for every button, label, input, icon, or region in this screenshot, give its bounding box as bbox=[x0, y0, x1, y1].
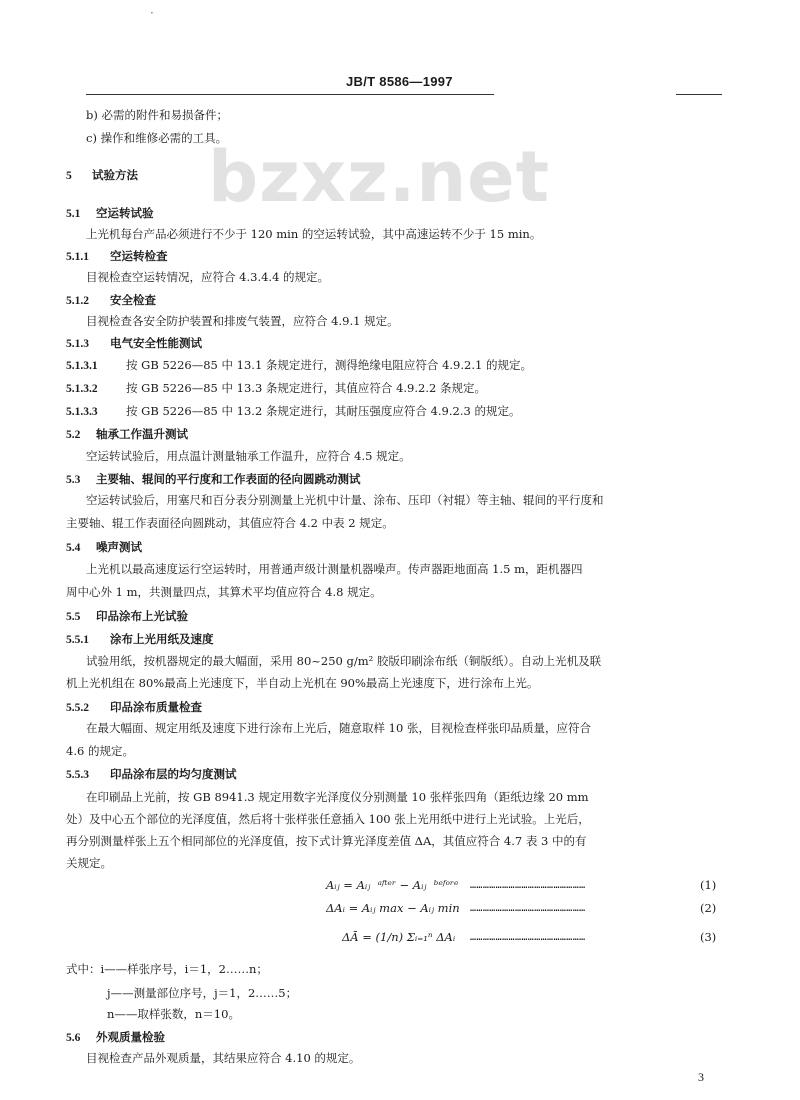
paragraph: 空运转试验后，用点温计测量轴承工作温升，应符合 4.5 规定。 bbox=[86, 449, 411, 463]
equation-leader: ……………………………………………… bbox=[470, 932, 586, 943]
section-heading: 5.3 主要轴、辊间的平行度和工作表面的径向圆跳动测试 bbox=[66, 472, 361, 486]
equation-leader: ……………………………………………… bbox=[470, 880, 586, 891]
section-heading: 5 试验方法 bbox=[66, 168, 138, 182]
paragraph: 上光机以最高速度运行空运转时，用普通声级计测量机器噪声。传声器距地面高 1.5 m，距机器四 bbox=[86, 562, 583, 576]
equation-3: ΔĀ = (1/n) Σᵢ₌₁ⁿ ΔAᵢ bbox=[342, 930, 456, 944]
variable-definition: j——测量部位序号，j＝1，2……5； bbox=[107, 986, 298, 1000]
section-heading: 5.1.3 电气安全性能测试 bbox=[66, 336, 202, 350]
section-heading: 5.5.2 印品涂布质量检查 bbox=[66, 700, 202, 714]
watermark: bzxz.net bbox=[208, 136, 551, 218]
clause: 5.1.3.1 按 GB 5226—85 中 13.1 条规定进行，测得绝缘电阻应符合 4.9.2.1 的规定。 bbox=[66, 358, 532, 372]
page-number: 3 bbox=[698, 1070, 704, 1084]
paragraph: 关规定。 bbox=[66, 856, 112, 870]
equation-number: (1) bbox=[700, 878, 717, 892]
paragraph: 试验用纸，按机器规定的最大幅面，采用 80~250 g/m² 胶版印刷涂布纸（铜版纸）。自动上光机及联 bbox=[86, 654, 602, 668]
paragraph: 目视检查产品外观质量，其结果应符合 4.10 的规定。 bbox=[86, 1051, 361, 1065]
equation-1: Aᵢⱼ = Aᵢⱼ ᵃᶠᵗᵉʳ − Aᵢⱼ ᵇᵉᶠᵒʳᵉ bbox=[326, 878, 459, 892]
equation-number: (2) bbox=[700, 901, 717, 915]
paragraph: 处）及中心五个部位的光泽度值，然后将十张样张任意插入 100 张上光用纸中进行上光试验。上光后， bbox=[66, 812, 590, 826]
paragraph: 在印刷品上光前，按 GB 8941.3 规定用数字光泽度仪分别测量 10 张样张四角（距纸边缘 20 mm bbox=[86, 790, 589, 804]
paragraph: 周中心外 1 m，共测量四点，其算术平均值应符合 4.8 规定。 bbox=[66, 585, 382, 599]
equation-2: ΔAᵢ = Aᵢⱼ max − Aᵢⱼ min bbox=[326, 901, 460, 915]
paragraph: 机上光机组在 80%最高上光速度下，半自动上光机在 90%最高上光速度下，进行涂布上光。 bbox=[66, 676, 539, 690]
paragraph: 主要轴、辊工作表面径向圆跳动，其值应符合 4.2 中表 2 规定。 bbox=[66, 516, 394, 530]
paragraph: 目视检查空运转情况，应符合 4.3.4.4 的规定。 bbox=[86, 270, 330, 284]
scan-speck: · bbox=[150, 6, 154, 20]
section-heading: 5.5 印品涂布上光试验 bbox=[66, 609, 188, 623]
section-heading: 5.2 轴承工作温升测试 bbox=[66, 427, 188, 441]
paragraph: 再分别测量样张上五个相同部位的光泽度值，按下式计算光泽度差值 ΔA，其值应符合 4.7 表 3 中的有 bbox=[66, 834, 587, 848]
section-heading: 5.4 噪声测试 bbox=[66, 540, 142, 554]
section-heading: 5.1.1 空运转检查 bbox=[66, 249, 168, 263]
standard-code: JB/T 8586—1997 bbox=[346, 74, 453, 89]
section-heading: 5.5.3 印品涂布层的均匀度测试 bbox=[66, 767, 237, 781]
header-rule bbox=[86, 94, 494, 95]
paragraph: 4.6 的规定。 bbox=[66, 744, 134, 758]
equation-number: (3) bbox=[700, 930, 717, 944]
clause: 5.1.3.2 按 GB 5226—85 中 13.3 条规定进行，其值应符合 4.9.2.2 条规定。 bbox=[66, 381, 486, 395]
paragraph: 目视检查各安全防护装置和排废气装置，应符合 4.9.1 规定。 bbox=[86, 314, 399, 328]
variable-definition: 式中：i——样张序号，i＝1，2……n； bbox=[66, 962, 268, 976]
variable-definition: n——取样张数，n＝10。 bbox=[107, 1007, 240, 1021]
section-heading: 5.6 外观质量检验 bbox=[66, 1030, 165, 1044]
clause: 5.1.3.3 按 GB 5226—85 中 13.2 条规定进行，其耐压强度应符合 4.9.2.3 的规定。 bbox=[66, 404, 521, 418]
section-heading: 5.1.2 安全检查 bbox=[66, 293, 156, 307]
paragraph: 空运转试验后，用塞尺和百分表分别测量上光机中计量、涂布、压印（衬辊）等主轴、辊间的平行度和 bbox=[86, 493, 604, 507]
paragraph: 在最大幅面、规定用纸及速度下进行涂布上光后，随意取样 10 张，目视检查样张印品质量，应符合 bbox=[86, 721, 591, 735]
list-item: c) 操作和维修必需的工具。 bbox=[86, 131, 228, 145]
section-heading: 5.5.1 涂布上光用纸及速度 bbox=[66, 632, 214, 646]
list-item: b) 必需的附件和易损备件； bbox=[86, 108, 229, 122]
paragraph: 上光机每台产品必须进行不少于 120 min 的空运转试验，其中高速运转不少于 15 min。 bbox=[86, 227, 542, 241]
section-heading: 5.1 空运转试验 bbox=[66, 206, 154, 220]
header-rule-right bbox=[676, 94, 722, 95]
equation-leader: ……………………………………………… bbox=[470, 903, 586, 914]
